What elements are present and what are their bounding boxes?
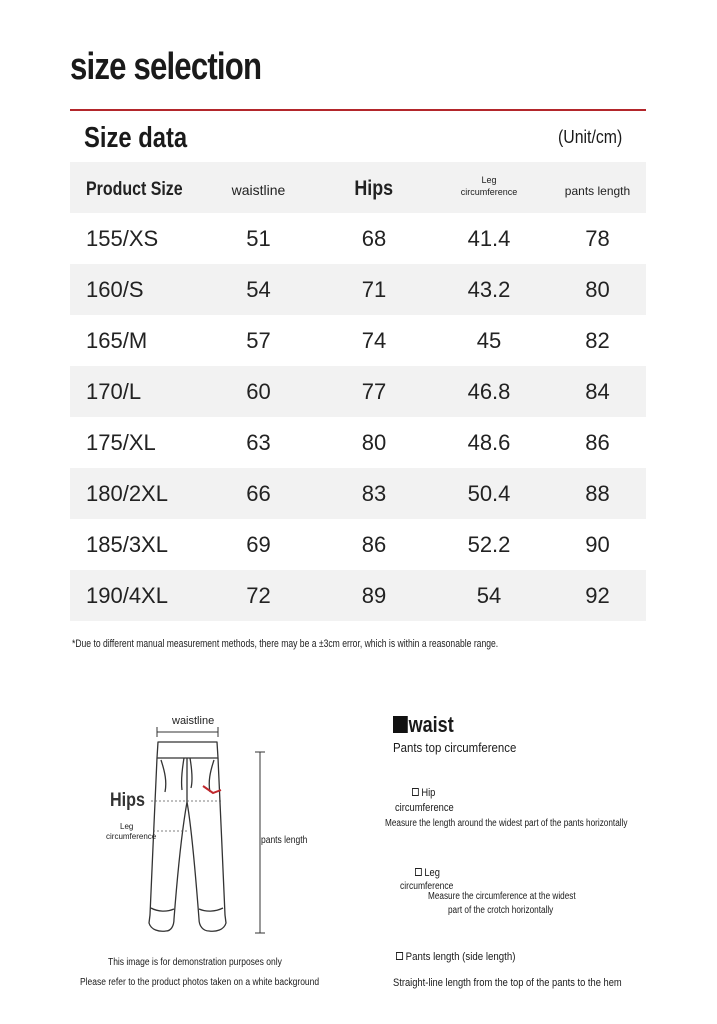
size-cell: 165/M	[86, 327, 148, 353]
table-row	[70, 468, 646, 519]
waist-cell: 66	[246, 480, 271, 506]
legend-hip-desc: Measure the length around the widest part of the pants horizontally	[385, 818, 628, 829]
legend-hip-title-2: circumference	[395, 802, 454, 814]
size-cell: 155/XS	[86, 225, 159, 251]
leg-cell: 54	[476, 582, 502, 608]
legend-leg-title-2: circumference	[400, 881, 454, 892]
hips-cell: 86	[361, 531, 387, 557]
leg-marker-icon	[415, 868, 422, 876]
leg-cell: 52.2	[467, 531, 511, 557]
legend-leg-desc-2: part of the crotch horizontally	[448, 905, 554, 916]
diagram-leg-label-1: Leg	[120, 822, 134, 831]
diagram-leg-label-2: circumference	[106, 832, 157, 841]
header-cell-waist: waistline	[231, 181, 286, 198]
header-cell-length: pants length	[564, 183, 631, 198]
diagram-length-label: pants length	[261, 835, 308, 846]
legend-leg-desc-1: Measure the circumference at the widest	[428, 891, 576, 902]
title-divider	[70, 109, 646, 111]
length-cell: 92	[585, 582, 610, 608]
hips-cell: 83	[361, 480, 387, 506]
waist-cell: 51	[246, 225, 271, 251]
diagram-caption-1: This image is for demonstration purposes only	[108, 957, 282, 968]
unit-label: (Unit/cm)	[558, 127, 623, 147]
waist-cell: 60	[246, 378, 271, 404]
waist-cell: 69	[246, 531, 271, 557]
table-row	[70, 570, 646, 621]
legend-length-title: Pants length (side length)	[396, 951, 515, 963]
hips-cell: 77	[361, 378, 387, 404]
header-cell-hips: Hips	[354, 176, 394, 200]
hips-cell: 89	[361, 582, 387, 608]
table-row	[70, 519, 646, 570]
hips-cell: 80	[361, 429, 387, 455]
disclaimer-note: *Due to different manual measurement methods, there may be a ±3cm error, which is within a reasonable range.	[72, 638, 499, 650]
leg-cell: 46.8	[467, 378, 511, 404]
header-cell-size: Product Size	[86, 178, 183, 200]
hips-cell: 71	[361, 276, 387, 302]
length-cell: 80	[585, 276, 610, 302]
page-title: size selection	[70, 46, 262, 88]
table-row	[70, 366, 646, 417]
legend-leg-title: Leg	[415, 867, 440, 879]
table-row	[70, 264, 646, 315]
legend-waist-desc: Pants top circumference	[393, 740, 517, 755]
leg-cell: 48.6	[467, 429, 511, 455]
pants-waistband	[157, 742, 218, 758]
leg-cell: 50.4	[467, 480, 511, 506]
size-cell: 190/4XL	[86, 582, 168, 608]
size-cell: 175/XL	[86, 429, 156, 455]
brand-logo-icon	[203, 786, 221, 793]
pants-diagram	[95, 710, 355, 950]
table-header-row	[70, 162, 646, 213]
leg-cell: 41.4	[467, 225, 511, 251]
size-cell: 160/S	[86, 276, 144, 302]
table-row	[70, 315, 646, 366]
length-cell: 78	[585, 225, 610, 251]
size-data-heading: Size data	[84, 122, 188, 154]
diagram-waist-label: waistline	[172, 715, 215, 727]
waist-cell: 63	[246, 429, 271, 455]
diagram-hips-label: Hips	[110, 790, 146, 811]
diagram-caption-2: Please refer to the product photos taken on a white background	[80, 977, 320, 988]
leg-cell: 45	[476, 327, 502, 353]
length-cell: 90	[585, 531, 610, 557]
header-cell-leg: Leg circumference	[460, 175, 518, 197]
leg-cell: 43.2	[467, 276, 511, 302]
waist-cell: 57	[246, 327, 271, 353]
size-cell: 170/L	[86, 378, 142, 404]
hip-marker-icon	[412, 788, 419, 796]
size-table	[70, 162, 646, 621]
waist-cell: 54	[246, 276, 271, 302]
hips-cell: 74	[361, 327, 387, 353]
hips-cell: 68	[361, 225, 387, 251]
length-cell: 82	[585, 327, 610, 353]
size-cell: 180/2XL	[86, 480, 168, 506]
length-marker-icon	[396, 952, 403, 960]
table-row	[70, 417, 646, 468]
waist-marker-icon	[393, 716, 408, 733]
legend-hip-title: Hip	[412, 787, 435, 799]
length-cell: 84	[585, 378, 610, 404]
waist-cell: 72	[246, 582, 271, 608]
table-row	[70, 213, 646, 264]
length-cell: 86	[585, 429, 610, 455]
legend-waist-title: waist	[393, 712, 454, 738]
legend-length-desc: Straight-line length from the top of the pants to the hem	[393, 977, 622, 989]
length-cell: 88	[585, 480, 610, 506]
size-cell: 185/3XL	[86, 531, 168, 557]
